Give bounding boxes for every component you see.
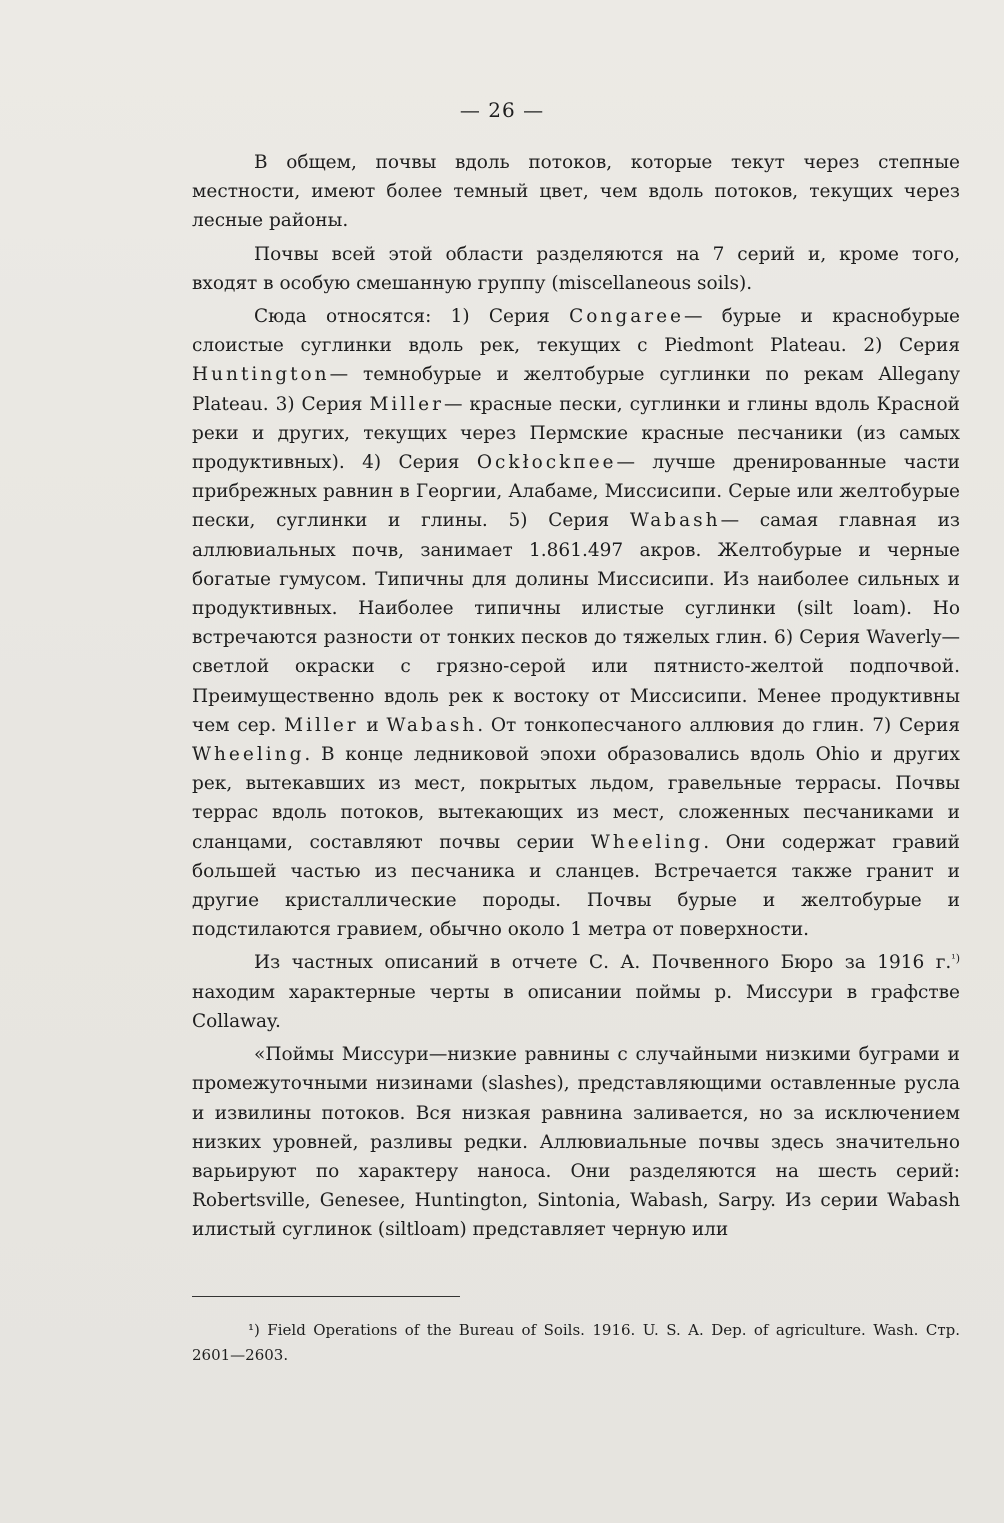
paragraph-4 (192, 948, 960, 1036)
page-number: — 26 — (459, 98, 545, 122)
paragraph-2: Почвы всей этой области разделяются на 7 серий и, кроме того, входят в особую смешанную группу (miscellaneous soils). (192, 243, 960, 294)
footnote-text: Field Operations of the Bureau of Soils. 1916. U. S. A. Dep. of agriculture. Wash. Стр. 2601—2603. (192, 1321, 960, 1364)
series-name-wheeling: Wheeling (192, 744, 305, 766)
paragraph-5: «Поймы Миссури—низкие равнины с случайными низкими буграми и промежуточными низинами (slashes), представляющими оставленные русла и извилины потоков. Вся низкая равнина заливается, но за исключением низких уровней, разливы редки. Аллювиальные почвы здесь значительно варьируют по характеру наноса. Они разделяются на шесть серий: Robertsville, Genesee, Huntington, Sintonia, Wabash, Sarpy. Из серии Wabash илистый суглинок (siltloam) представляет черную или (192, 1044, 960, 1241)
text-run: . От тонкопесчаного аллювия до глин. 7) Серия (477, 714, 960, 736)
text-run: и (358, 714, 387, 736)
footnote-reference[interactable]: ¹) (951, 952, 960, 966)
text-run: — темнобурые и желтобурые суглинки по рекам Allegany Plateau. 3) Серия (192, 364, 960, 415)
body-text (192, 148, 960, 1249)
paragraph-1: В общем, почвы вдоль потоков, которые текут через степные местности, имеют более темный цвет, чем вдоль потоков, текущих через лесные районы. (192, 152, 960, 232)
text-run: — лучше дренированные части прибрежных равнин в Георгии, Алабаме, Миссисипи. Серые или желтобурые пески, суглинки и глины. 5) Серия (192, 452, 960, 532)
text-run: — самая главная из аллювиальных почв, занимает 1.861.497 акров. Желтобурые и черные богатые гумусом. Типичны для долины Миссисипи. Из наиболее сильных и продуктивных. Наиболее типичны илистые суглинки (silt loam). Но встречаются разности от тонких песков до тяжелых глин. 6) Серия Waverly—светлой окраски с грязно-серой или пятнисто-желтой подпочвой. Преимущественно вдоль рек к востоку от Миссисипи. Менее продуктивны чем сер. (192, 510, 960, 736)
text-run: — красные пески, суглинки и глины вдоль Красной реки и других, текущих через Пермские красные песчаники (из самых продуктивных). 4) Серия (192, 393, 960, 474)
series-name-wabash: Wabash (629, 510, 721, 532)
series-name-wabash-2: Wabash (386, 714, 478, 736)
footnote-divider (192, 1296, 460, 1297)
series-name-miller-2: Miller (284, 714, 359, 736)
series-name-ocklocknee: Ockłockпee (476, 452, 617, 474)
text-run: — бурые и краснобурые слоистые суглинки вдоль рек, текущих с Piedmont Plateau. 2) Серия (192, 306, 960, 357)
footnote-mark: ¹) (248, 1321, 260, 1339)
series-name-huntington: Huntington (192, 364, 330, 386)
footnote (192, 1318, 960, 1368)
text-run: находим характерные черты в описании поймы р. Миссури в графстве Collaway. (192, 981, 960, 1032)
series-name-congaree: Congaree (569, 306, 684, 328)
series-name-wheeling-2: Wheeling (590, 831, 704, 853)
text-run: . В конце ледниковой эпохи образовались вдоль Ohio и других рек, вытекавших из мест, покрытых льдом, гравельные террасы. Почвы террас вдоль потоков, вытекающих из мест, сложенных песчаниками и сланцами, составляют почвы серии (192, 744, 960, 853)
text-run: Сюда относятся: 1) Серия (254, 306, 570, 328)
text-run: Из частных описаний в отчете С. А. Почвенного Бюро за 1916 г. (254, 952, 952, 974)
series-name-miller: Miller (369, 393, 444, 415)
paragraph-3 (192, 302, 960, 944)
text-run: . Они содержат гравий большей частью из песчаника и сланцев. Встречается также гранит и другие кристаллические породы. Почвы бурые и желтобурые и подстилаются гравием, обычно около 1 метра от поверхности. (192, 831, 960, 941)
